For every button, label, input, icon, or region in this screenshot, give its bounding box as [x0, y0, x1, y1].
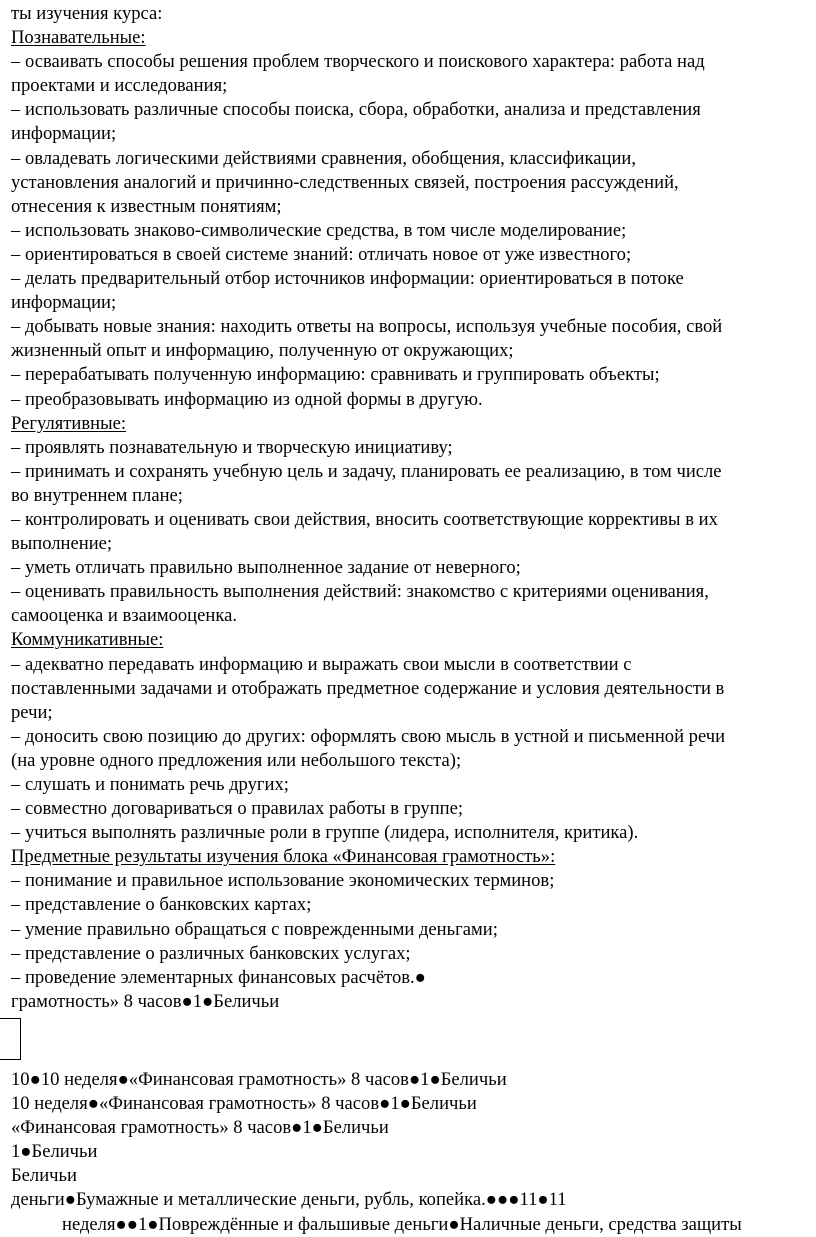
text-line: отнесения к известным понятиям; — [11, 195, 282, 217]
text-line: 10 неделя●«Финансовая грамотность» 8 часов●1●Беличьи — [11, 1093, 477, 1115]
text-line: самооценка и взаимооценка. — [11, 605, 237, 627]
text-line: установления аналогий и причинно-следственных связей, построения рассуждений, — [11, 171, 679, 193]
text-line: – контролировать и оценивать свои действия, вносить соответствующие коррективы в их — [11, 508, 718, 530]
document-page — [11, 2, 811, 1237]
text-line: 10●10 неделя●«Финансовая грамотность» 8 часов●1●Беличьи — [11, 1068, 507, 1090]
text-line: – использовать различные способы поиска, сбора, обработки, анализа и представления — [11, 99, 701, 121]
text-line: – преобразовывать информацию из одной формы в другую. — [11, 388, 483, 410]
text-line: – осваивать способы решения проблем творческого и поискового характера: работа над — [11, 51, 705, 73]
text-line: «Финансовая грамотность» 8 часов●1●Беличьи — [11, 1117, 389, 1139]
section-heading: Предметные результаты изучения блока «Финансовая грамотность»: — [11, 846, 556, 868]
text-line: (на уровне одного предложения или небольшого текста); — [11, 749, 462, 771]
text-line: – добывать новые знания: находить ответы на вопросы, используя учебные пособия, свой — [11, 316, 723, 338]
text-line: проектами и исследования; — [11, 75, 228, 97]
text-line: – понимание и правильное использование экономических терминов; — [11, 870, 555, 892]
text-line: – доносить свою позицию до других: оформлять свою мысль в устной и письменной речи — [11, 725, 726, 747]
text-line: – уметь отличать правильно выполненное задание от неверного; — [11, 557, 521, 579]
text-line: – представление о различных банковских услугах; — [11, 942, 411, 964]
text-line: неделя●●1●Повреждённые и фальшивые деньги●Наличные деньги, средства защиты — [62, 1213, 742, 1235]
text-line: – использовать знаково-символические средства, в том числе моделирование; — [11, 219, 627, 241]
text-line: – адекватно передавать информацию и выражать свои мысли в соответствии с — [11, 653, 632, 675]
text-line: – слушать и понимать речь других; — [11, 774, 289, 795]
empty-table-cell — [0, 1018, 21, 1060]
text-line: – проявлять познавательную и творческую инициативу; — [11, 436, 453, 458]
spacer — [11, 1060, 811, 1068]
text-line: – совместно договариваться о правилах работы в группе; — [11, 798, 464, 820]
text-line: Беличьи — [11, 1165, 77, 1187]
section-heading: Коммуникативные: — [11, 629, 164, 651]
document-text-block — [11, 2, 811, 1014]
text-line: – овладевать логическими действиями сравнения, обобщения, классификации, — [11, 147, 636, 169]
text-line: жизненный опыт и информацию, полученную от окружающих; — [11, 340, 514, 362]
text-line: информации; — [11, 292, 117, 314]
text-line: грамотность» 8 часов●1●Беличьи — [11, 990, 280, 1012]
text-line: – умение правильно обращаться с поврежденными деньгами; — [11, 918, 498, 940]
text-line: – проведение элементарных финансовых расчётов.● — [11, 966, 426, 988]
text-line: деньги●Бумажные и металлические деньги, рубль, копейка.●●●11●11 — [11, 1189, 567, 1211]
text-line: во внутреннем плане; — [11, 484, 183, 506]
section-heading: Регулятивные: — [11, 412, 127, 434]
text-line: – учиться выполнять различные роли в группе (лидера, исполнителя, критика). — [11, 822, 639, 844]
text-line: – принимать и сохранять учебную цель и задачу, планировать ее реализацию, в том числе — [11, 460, 722, 482]
text-line: – перерабатывать полученную информацию: сравнивать и группировать объекты; — [11, 364, 660, 386]
text-line: 1●Беличьи — [11, 1141, 98, 1163]
section-heading: Познавательные: — [11, 27, 146, 49]
text-line: поставленными задачами и отображать предметное содержание и условия деятельности в — [11, 677, 725, 699]
text-line: – ориентироваться в своей системе знаний: отличать новое от уже известного; — [11, 243, 632, 265]
text-line: речи; — [11, 701, 53, 723]
text-line: – представление о банковских картах; — [11, 894, 312, 916]
text-line: – оценивать правильность выполнения действий: знакомство с критериями оценивания, — [11, 581, 709, 603]
text-line: ты изучения курса: — [11, 3, 163, 24]
text-line: – делать предварительный отбор источников информации: ориентироваться в потоке — [11, 268, 684, 290]
document-text-block-continued — [11, 1068, 811, 1237]
text-line: выполнение; — [11, 533, 113, 555]
text-line: информации; — [11, 123, 117, 145]
